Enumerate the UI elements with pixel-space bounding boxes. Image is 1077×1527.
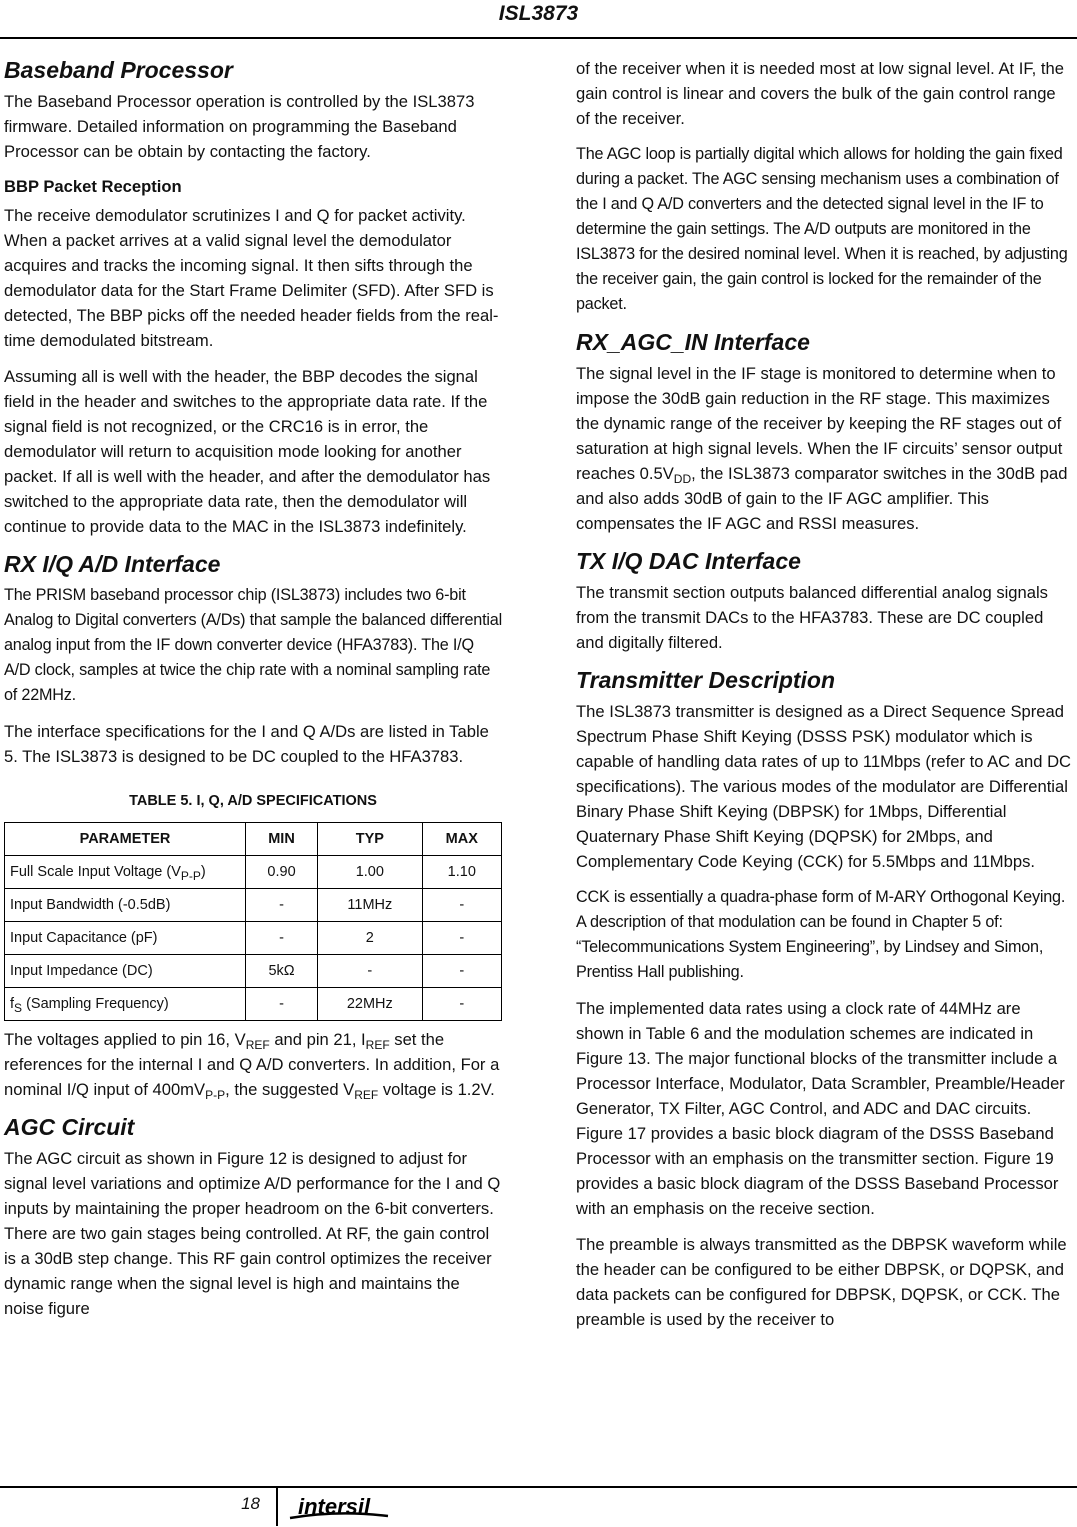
subsection-heading-bbp: BBP Packet Reception: [4, 177, 182, 196]
page-header-title: ISL3873: [498, 2, 579, 25]
cell-min: -: [246, 922, 318, 955]
paragraph: The preamble is always transmitted as the DBPSK waveform while the header can be configured to be either DBPSK, or DQPSK, and data packets can be configured for DBPSK, DQPSK, or CCK. The preamble is used by the receiver to: [576, 1235, 1067, 1329]
logo-text: intersil: [298, 1494, 371, 1519]
column-header: MIN: [246, 823, 318, 856]
paragraph: CCK is essentially a quadra-phase form of M-ARY Orthogonal Keying. A description of that modulation can be found in Chapter 5 of: “Telecommunications System Engineering”, by Lindsey and Simon, Prentiss Hall publishing.: [576, 888, 1066, 981]
section-heading-rxagc: RX_AGC_IN Interface: [576, 329, 810, 355]
cell-max: 1.10: [422, 856, 501, 889]
paragraph: The receive demodulator scrutinizes I and Q for packet activity. When a packet arrives at a valid signal level the demodulator acquires and tracks the incoming signal. It then sifts through the demodulator data for the Start Frame Delimiter (SFD). After SFD is detected, The BBP picks off the needed header fields from the real-time demodulated bitstream.: [4, 206, 499, 350]
right-column: [576, 52, 1073, 1343]
paragraph: The implemented data rates using a clock rate of 44MHz are shown in Table 6 and the modulation schemes are indicated in Figure 13. The major functional blocks of the transmitter include a Processor Interface, Modulator, Data Scrambler, Preamble/Header Generator, TX Filter, AGC Control, and ADC and DAC circuits. Figure 17 provides a basic block diagram of the DSSS Baseband Processor with an emphasis on the transmitter section. Figure 19 provides a basic block diagram of the DSSS Baseband Processor with an emphasis on the receive section.: [576, 999, 1065, 1218]
intersil-logo-graphic: [288, 1492, 398, 1522]
paragraph: The ISL3873 transmitter is designed as a Direct Sequence Spread Spectrum Phase Shift Keying (DSSS PSK) modulator which is capable of handling data rates of up to 11Mbps (refer to AC and DC specifications). The various modes of the modulator are Differential Binary Phase Shift Keying (DBPSK) for 1Mbps, Differential Quaternary Phase Shift Keying (DQPSK) for 2Mbps, and Complementary Code Keying (CCK) for 5.5Mbps and 11Mbps.: [576, 702, 1072, 871]
cell-parameter: Input Bandwidth (-0.5dB): [5, 889, 246, 922]
cell-typ: 1.00: [318, 856, 423, 889]
cell-min: -: [246, 889, 318, 922]
section-heading-baseband: Baseband Processor: [4, 57, 233, 83]
header-rule: [0, 37, 1077, 39]
paragraph: The PRISM baseband processor chip (ISL3873) includes two 6-bit Analog to Digital converters (A/Ds) that sample the balanced differential analog input from the IF down converter device (HFA3783). The I/Q A/D clock, samples at twice the chip rate with a nominal sampling rate of 22MHz.: [4, 586, 502, 704]
section-heading-transmitter: Transmitter Description: [576, 667, 836, 693]
cell-max: -: [422, 988, 501, 1021]
paragraph: Assuming all is well with the header, the BBP decodes the signal field in the header and switches to the appropriate data rate. If the signal field is not recognized, or the CRC16 is in error, the demodulator will return to acquisition mode looking for another packet. If all is well with the header, and after the demodulator has switched to the appropriate data rate, then the demodulator will continue to provide data to the MAC in the ISL3873 indefinitely.: [4, 367, 491, 536]
paragraph: The interface specifications for the I and Q A/Ds are listed in Table 5. The ISL3873 is designed to be DC coupled to the HFA3783.: [4, 722, 489, 766]
cell-typ: 11MHz: [318, 889, 423, 922]
paragraph: The AGC loop is partially digital which allows for holding the gain fixed during a packet. The AGC sensing mechanism uses a combination of the I and Q A/D converters and the detected signal level in the IF to determine the gain settings. The A/D outputs are monitored in the ISL3873 for the desired nominal level. When it is reached, by adjusting the receiver gain, the gain control is locked for the remainder of the packet.: [576, 145, 1068, 313]
cell-typ: 22MHz: [318, 988, 423, 1021]
section-heading-agc: AGC Circuit: [4, 1114, 135, 1140]
cell-min: 5kΩ: [246, 955, 318, 988]
cell-parameter: Input Capacitance (pF): [5, 922, 246, 955]
paragraph: The Baseband Processor operation is controlled by the ISL3873 firmware. Detailed information on programming the Baseband Processor can be obtain by contacting the factory.: [4, 92, 475, 161]
table-row: [5, 955, 502, 988]
cell-max: -: [422, 922, 501, 955]
paragraph: The signal level in the IF stage is monitored to determine when to impose the 30dB gain reduction in the RF stage. This maximizes the dynamic range of the receiver by keeping the RF stages out of saturation at high signal levels. When the IF circuits’ sensor output reaches $0.5V_{DD}$, the ISL3873 comparator switches in the 30dB pad and also adds 30dB of gain to the IF AGC amplifier. This compensates the IF AGC and RSSI measures.: [576, 364, 1068, 533]
page-number: 18: [241, 1494, 260, 1513]
cell-max: -: [422, 955, 501, 988]
table-row: [5, 889, 502, 922]
section-heading-rxiq: RX I/Q A/D Interface: [4, 551, 221, 577]
cell-typ: 2: [318, 922, 423, 955]
column-header: TYP: [318, 823, 423, 856]
table-caption: TABLE 5. I, Q, A/D SPECIFICATIONS: [129, 793, 377, 809]
section-heading-txdac: TX I/Q DAC Interface: [576, 548, 801, 574]
column-header: MAX: [422, 823, 501, 856]
paragraph: The transmit section outputs balanced differential analog signals from the transmit DACs to the HFA3783. These are DC coupled and digitally filtered.: [576, 583, 1048, 652]
table-row: [5, 922, 502, 955]
paragraph: The AGC circuit as shown in Figure 12 is designed to adjust for signal level variations and optimize A/D performance for the I and Q inputs by maintaining the proper headroom on the 6-bit converters. There are two gain stages being controlled. At RF, the gain control is a 30dB step change. This RF gain control optimizes the receiver dynamic range when the signal level is high and maintains the noise figure: [4, 1149, 501, 1318]
cell-max: -: [422, 889, 501, 922]
footer-rule: [0, 1486, 1077, 1488]
column-header: PARAMETER: [5, 823, 246, 856]
cell-min: -: [246, 988, 318, 1021]
cell-typ: -: [318, 955, 423, 988]
cell-parameter: $f_S$ (Sampling Frequency): [5, 988, 246, 1021]
spec-table: [4, 822, 502, 1021]
paragraph-vref: The voltages applied to pin 16, $V_{REF}$ and pin 21, $I_{REF}$ set the references for the internal I and Q A/D converters. In addition, For a nominal I/Q input of $400mV_{P-P}$, the suggested $V_{REF}$ voltage is 1.2V.: [4, 1030, 500, 1102]
table-header-row: [5, 823, 502, 856]
table-row: [5, 856, 502, 889]
intersil-logo: [288, 1492, 398, 1522]
paragraph: of the receiver when it is needed most at low signal level. At IF, the gain control is linear and covers the bulk of the gain control range of the receiver.: [576, 59, 1064, 128]
footer-divider: [276, 1488, 278, 1526]
cell-parameter: Full Scale Input Voltage $(V_{P-P})$: [5, 856, 246, 889]
cell-parameter: Input Impedance (DC): [5, 955, 246, 988]
cell-min: 0.90: [246, 856, 318, 889]
left-column: [4, 52, 502, 1332]
table-row: [5, 988, 502, 1021]
